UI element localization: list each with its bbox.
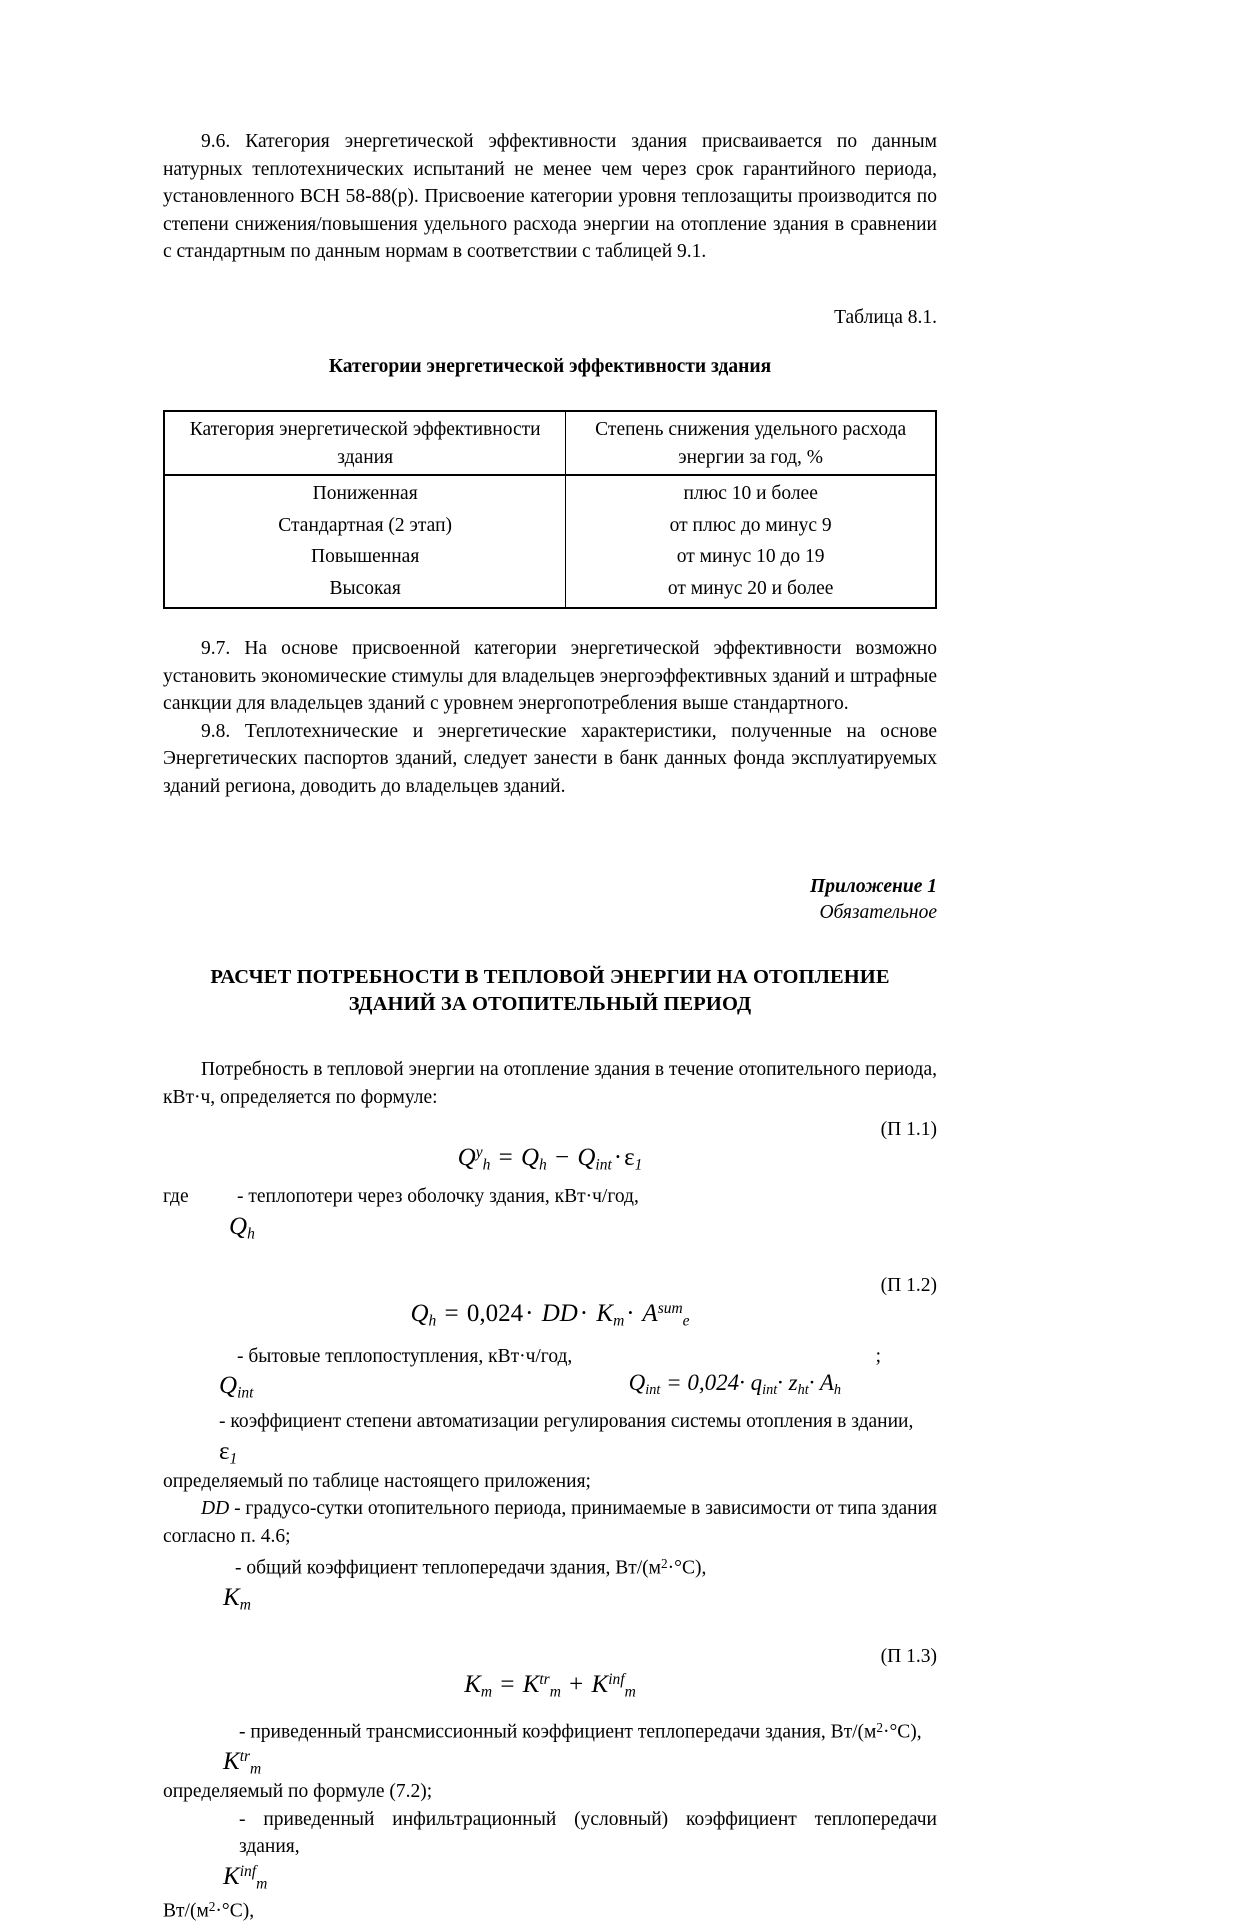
definition-row-qint bbox=[163, 1343, 937, 1371]
page-content bbox=[163, 128, 937, 1925]
formula-term-dd: DD bbox=[541, 1299, 578, 1327]
table-cell-category: Пониженная bbox=[164, 475, 566, 510]
formula-constant-0024: 0,024 bbox=[466, 1299, 524, 1327]
definition-km-text: - общий коэффициент теплопередачи здания, Вт/(м bbox=[235, 1557, 662, 1579]
table-cell-category: Высокая bbox=[164, 573, 566, 609]
formula-number-1-3: (П 1.3) bbox=[880, 1646, 937, 1668]
paragraph-9-6: 9.6. Категория энергетической эффективности здания присваивается по данным натурных теплотехнических испытаний не менее чем через срок гарантийного периода, установленного ВСН 58-88(р). Присвоение категории уровня теплозащиты производится по степени снижения/повышения удельного расхода энергии на отопление здания в сравнении с стандартным по данным нормам в соответствии с таблицей 9.1. bbox=[163, 131, 937, 262]
formula-term-ah: $A_h$ bbox=[819, 1370, 841, 1398]
formula-number-1-2: (П 1.2) bbox=[880, 1274, 937, 1296]
symbol-qint: $Q_{int}$ bbox=[219, 1372, 254, 1402]
table-header-cell-category: Категория энергетической эффективности здания bbox=[164, 411, 566, 475]
table-cell-category: Повышенная bbox=[164, 541, 566, 573]
definition-kinf-tail-prefix: Вт/(м bbox=[163, 1900, 209, 1922]
symbol-epsilon1: $\varepsilon_1$ bbox=[219, 1437, 238, 1467]
definition-ktr-text: - приведенный трансмиссионный коэффициент теплопередачи здания, Вт/(м bbox=[239, 1721, 877, 1743]
definition-kinf-tail-suffix: ·°С), bbox=[215, 1900, 255, 1922]
equals-sign: = bbox=[500, 1671, 515, 1699]
table-number-label: Таблица 8.1. bbox=[834, 306, 937, 328]
superscript-two: 2 bbox=[661, 1556, 668, 1571]
multiply-dot: · bbox=[613, 1144, 623, 1171]
formula-term-qint: $Q_{int}$ bbox=[628, 1370, 661, 1398]
energy-efficiency-category-table bbox=[163, 410, 937, 609]
table-cell-reduction: плюс 10 и более bbox=[566, 475, 936, 510]
table-row bbox=[164, 510, 936, 542]
table-cell-category: Стандартная (2 этап) bbox=[164, 510, 566, 542]
where-label: где bbox=[163, 1186, 189, 1207]
multiply-dot: · bbox=[525, 1299, 534, 1327]
paragraph-intro: Потребность в тепловой энергии на отопление здания в течение отопительного периода, кВт·ч, определяется по формуле: bbox=[163, 1059, 937, 1108]
paragraph-9-8: 9.8. Теплотехнические и энергетические характеристики, полученные на основе Энергетических паспортов зданий, следует занести в банк данных фонда эксплуатируемых зданий региона, доводить до владельцев зданий. bbox=[163, 720, 937, 797]
multiply-dot: · bbox=[808, 1370, 815, 1395]
formula-1-1 bbox=[163, 1143, 937, 1173]
formula-term-zht: $z_{ht}$ bbox=[788, 1370, 809, 1398]
definition-dd-row bbox=[163, 1495, 937, 1550]
plus-sign: + bbox=[569, 1671, 584, 1699]
appendix-title-line-2: ЗДАНИЙ ЗА ОТОПИТЕЛЬНЫЙ ПЕРИОД bbox=[348, 993, 752, 1015]
definition-epsilon-tail: определяемый по таблице настоящего приложения; bbox=[163, 1470, 591, 1492]
equals-sign: = bbox=[666, 1370, 682, 1395]
symbol-km-tr: $K^{tr}_m$ bbox=[223, 1748, 262, 1778]
formula-term-ae-sum: $A^{sum}_e$ bbox=[642, 1299, 690, 1329]
appendix-title-line-1: РАСЧЕТ ПОТРЕБНОСТИ В ТЕПЛОВОЙ ЭНЕРГИИ НА ОТОПЛЕНИЕ bbox=[210, 966, 890, 988]
table-caption: Категории энергетической эффективности здания bbox=[328, 356, 772, 377]
table-cell-reduction: от минус 20 и более bbox=[566, 573, 936, 609]
definition-km-text-tail: ·°С), bbox=[667, 1557, 707, 1579]
definition-dd-text: - градусо-сутки отопительного периода, принимаемые в зависимости от типа здания согласно п. 4.6; bbox=[163, 1498, 938, 1547]
definition-epsilon-text: - коэффициент степени автоматизации регулирования системы отопления в здании, bbox=[219, 1411, 914, 1432]
definition-ktr-text-tail: ·°С), bbox=[883, 1721, 922, 1743]
definition-qint-text: - бытовые теплопоступления, кВт·ч/год, bbox=[237, 1345, 573, 1367]
superscript-two: 2 bbox=[876, 1720, 883, 1736]
definition-ktr-row bbox=[163, 1714, 937, 1746]
minus-sign: − bbox=[555, 1144, 570, 1171]
formula-term-qint: $Q_{int}$ bbox=[577, 1144, 612, 1174]
definition-qh-text: - теплопотери через оболочку здания, кВт·ч/год, bbox=[237, 1186, 639, 1207]
equals-sign: = bbox=[498, 1144, 513, 1171]
definition-km-row bbox=[163, 1550, 937, 1582]
multiply-dot: · bbox=[777, 1370, 783, 1395]
symbol-km: $K_m$ bbox=[223, 1584, 251, 1614]
multiply-dot: · bbox=[579, 1299, 589, 1327]
symbol-km-inf: $K^{inf}_m$ bbox=[223, 1862, 268, 1892]
formula-term-qh: $Q_h$ bbox=[520, 1144, 547, 1174]
table-cell-reduction: от минус 10 до 19 bbox=[566, 541, 936, 573]
formula-term-km-inf: $K^{inf}_m$ bbox=[591, 1671, 636, 1701]
formula-number-1-1: (П 1.1) bbox=[880, 1119, 937, 1140]
table-row bbox=[164, 475, 936, 510]
definition-ktr-tail: определяемый по формуле (7.2); bbox=[163, 1781, 433, 1803]
table-cell-reduction: от плюс до минус 9 bbox=[566, 510, 936, 542]
formula-term-km: $K_m$ bbox=[596, 1299, 625, 1329]
formula-term-km: $K_m$ bbox=[464, 1671, 493, 1701]
formula-term-qhy: $Q^y_h$ bbox=[457, 1143, 491, 1174]
formula-term-km-tr: $K^{tr}_m$ bbox=[522, 1671, 561, 1701]
appendix-obligatory-label: Обязательное bbox=[819, 902, 937, 923]
multiply-dot: · bbox=[626, 1299, 635, 1327]
table-row bbox=[164, 573, 936, 609]
formula-constant-0024: 0,024 bbox=[687, 1370, 740, 1395]
superscript-two: 2 bbox=[208, 1898, 216, 1914]
formula-qint-expression bbox=[629, 1370, 937, 1396]
formula-term-qh: $Q_h$ bbox=[410, 1299, 437, 1329]
qint-symbol-and-formula-row bbox=[163, 1370, 937, 1402]
equals-sign: = bbox=[444, 1299, 459, 1327]
table-header-cell-reduction: Степень снижения удельного расхода энергии за год, % bbox=[566, 411, 936, 475]
definition-row-qh bbox=[163, 1183, 937, 1211]
definition-kinf-tail bbox=[163, 1893, 937, 1925]
formula-1-3 bbox=[163, 1670, 937, 1700]
table-header-row bbox=[164, 411, 936, 475]
definition-qint-semicolon: ; bbox=[875, 1345, 881, 1367]
paragraph-9-7: 9.7. На основе присвоенной категории энергетической эффективности возможно установить экономические стимулы для владельцев энергоэффективных зданий и штрафные санкции для владельцев зданий с уровнем энергопотребления выше стандартного. bbox=[163, 638, 937, 714]
symbol-dd: DD bbox=[201, 1498, 230, 1519]
formula-term-q-int-lower: $q_{int}$ bbox=[750, 1370, 778, 1398]
multiply-dot: · bbox=[739, 1370, 745, 1395]
symbol-qh: $Q_h$ bbox=[229, 1212, 255, 1242]
appendix-label: Приложение 1 bbox=[810, 876, 937, 897]
table-row bbox=[164, 541, 936, 573]
formula-1-2 bbox=[163, 1299, 937, 1329]
formula-term-epsilon1: $\varepsilon_1$ bbox=[624, 1144, 643, 1174]
definition-kinf-row: - приведенный инфильтрационный (условный) коэффициент теплопередачи здания, bbox=[239, 1808, 937, 1858]
